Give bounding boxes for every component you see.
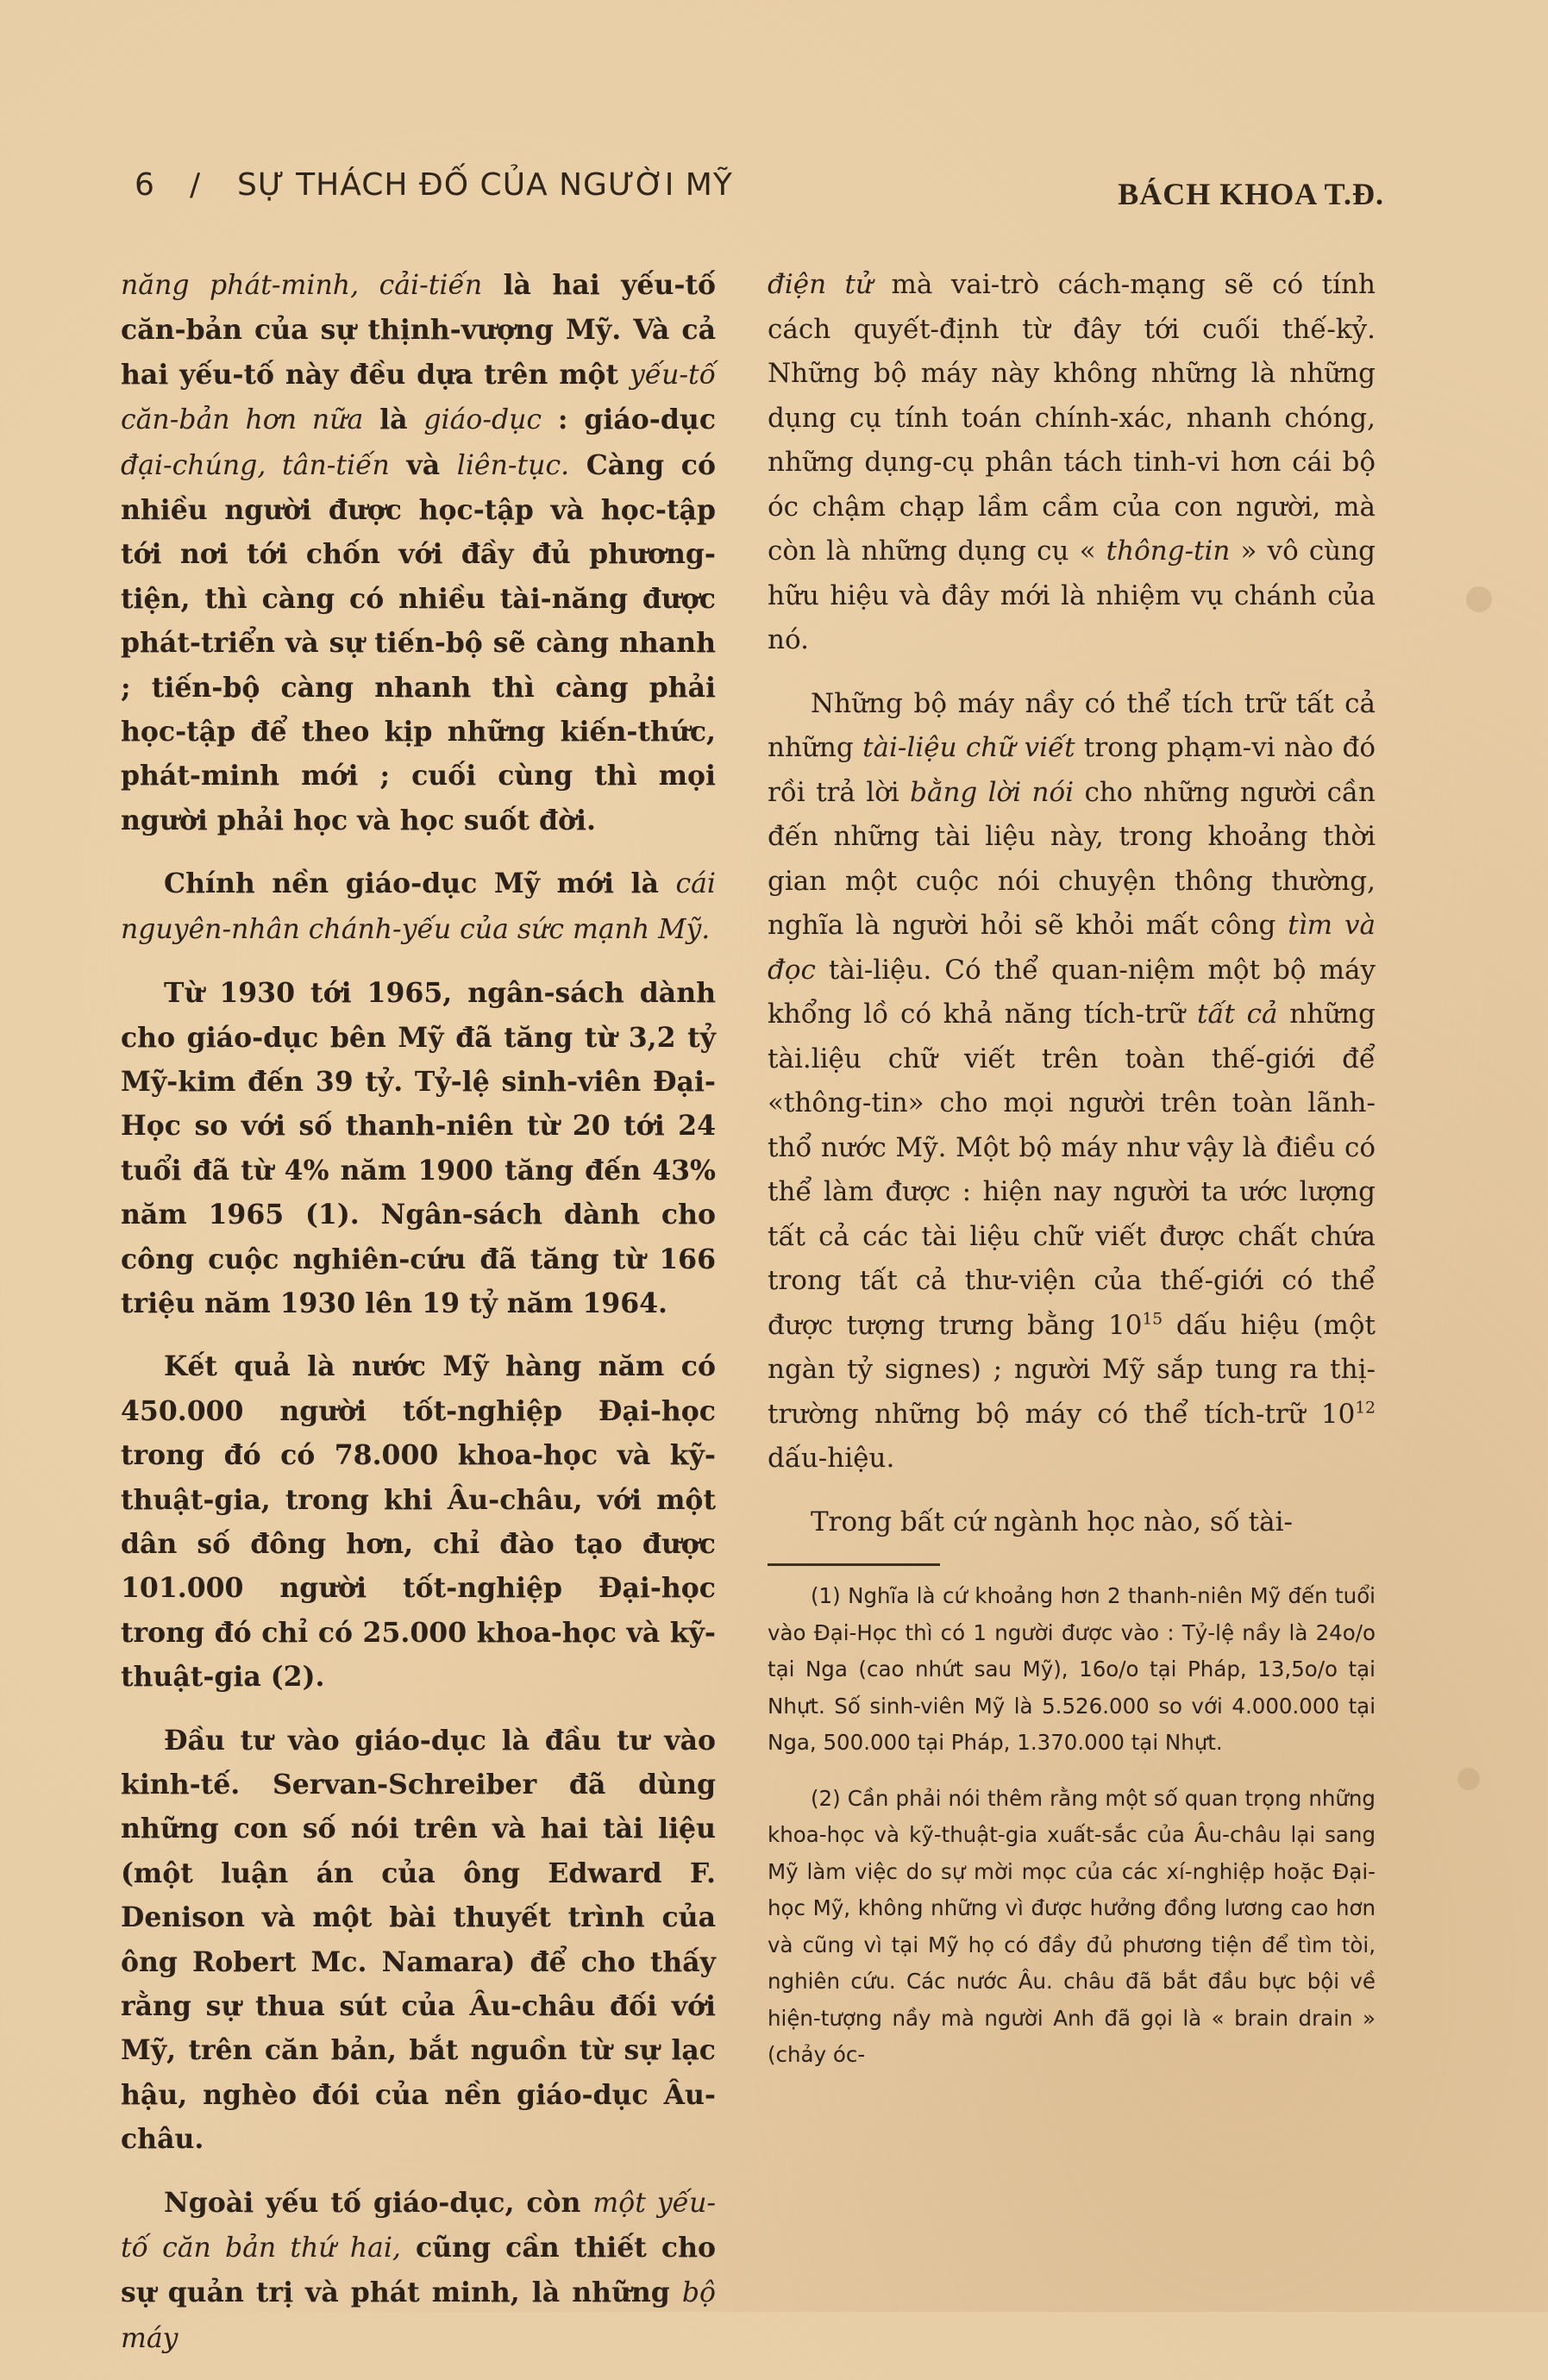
- paragraph: [768, 1500, 1376, 1545]
- text-run: tài-liệu. Có thể quan-niệm một bộ máy khổng lồ có khả năng tích-trữ: [768, 954, 1376, 1030]
- paragraph: [121, 1719, 716, 2162]
- paper-stain: [1457, 1768, 1480, 1790]
- text-run: cho những người cần đến những tài liệu này, trong khoảng thời gian một cuộc nói chuyện thông thường, nghĩa là người hỏi sẽ khỏi mất công: [768, 776, 1376, 941]
- exponent: 15: [1142, 1310, 1163, 1329]
- text-run: dấu-hiệu.: [768, 1443, 895, 1474]
- italic-text: thông-tin: [1106, 536, 1231, 567]
- paragraph: [768, 263, 1376, 663]
- italic-text: tìm và đọc: [768, 910, 1376, 986]
- header-separator: /: [190, 167, 202, 203]
- italic-text: đại-chúng, tân-tiến: [121, 449, 390, 481]
- footnote-1: (1) Nghĩa là cứ khoảng hơn 2 thanh-niên Mỹ đến tuổi vào Đại-Học thì có 1 người được vào : Tỷ-lệ nầy là 24o/o tại Nga (cao nhứt sau Mỹ), 16o/o tại Pháp, 13,5o/o tại Nhựt. Số sinh-viên Mỹ là 5.526.000 so với 4.000.000 tại Nga, 500.000 tại Pháp, 1.370.000 tại Nhựt.: [768, 1583, 1376, 1755]
- text-run: Trong bất cứ ngành học nào, số tài-: [811, 1506, 1293, 1538]
- text-run: trong phạm-vi nào đó rồi trả lời: [768, 732, 1376, 808]
- italic-text: bộ máy: [121, 2277, 716, 2354]
- paragraph: [121, 1344, 716, 1699]
- italic-text: năng phát-minh, cải-tiến: [121, 270, 483, 301]
- right-column: [768, 263, 1376, 2093]
- italic-text: bằng lời nói: [910, 776, 1075, 808]
- page-number: 6: [135, 167, 155, 203]
- text-run: Chính nền giáo-dục Mỹ mới là: [164, 867, 676, 900]
- paragraph: [121, 263, 716, 842]
- text-run: là hai yếu-tố căn-bản của sự thịnh-vượng Mỹ. Và cả hai yếu-tố này đều dựa trên một: [121, 269, 717, 391]
- italic-text: tất cả: [1196, 999, 1278, 1030]
- running-title: SỰ THÁCH ĐỐ CỦA NGƯỜI MỸ: [237, 167, 733, 203]
- paper-stain: [1466, 586, 1492, 612]
- text-run: những tài.liệu chữ viết trên toàn thế-giới để «thông-tin» cho mọi người trên toàn lãnh-thổ nước Mỹ. Một bộ máy như vậy là điều có thể làm được : hiện nay người ta ước lượng tất cả các tài liệu chữ viết được chất chứa trong tất cả thư-viện của thế-giới có thể được tượng trưng bằng 10: [768, 999, 1376, 1341]
- text-run: cũng cần thiết cho sự quản trị và phát minh, là những: [121, 2232, 716, 2309]
- text-run: Ngoài yếu tố giáo-dục, còn: [164, 2186, 593, 2219]
- text-run: » vô cùng hữu hiệu và đây mới là nhiệm vụ chánh của nó.: [768, 536, 1376, 655]
- exponent: 12: [1355, 1399, 1376, 1418]
- text-run: là: [363, 404, 424, 436]
- text-run: : giáo-dục: [542, 404, 716, 436]
- paragraph: [121, 971, 716, 1325]
- italic-text: liên-tục.: [456, 449, 570, 481]
- italic-text: tài-liệu chữ viết: [862, 732, 1075, 763]
- page-header: [129, 164, 1384, 224]
- footnote-2: (2) Cần phải nói thêm rằng một số quan trọng những khoa-học và kỹ-thuật-gia xuất-sắc của Âu-châu lại sang Mỹ làm việc do sự mời mọc của các xí-nghiệp hoặc Đại-học Mỹ, không những vì được hưởng đồng lương cao hơn và cũng vì tại Mỹ họ có đầy đủ phương tiện để tìm tòi, nghiên cứu. Các nước Âu. châu đã bắt đầu bực bội về hiện-tượng nầy mà người Anh đã gọi là « brain drain » (chảy óc-: [768, 1785, 1376, 2067]
- text-run: và: [389, 448, 457, 481]
- paragraph: [121, 861, 716, 952]
- text-run: Kết quả là nước Mỹ hàng năm có 450.000 người tốt-nghiệp Đại-học trong đó có 78.000 khoa-học và kỹ-thuật-gia, trong khi Âu-châu, với một dân số đông hơn, chỉ đào tạo được 101.000 người tốt-nghiệp Đại-học trong đó chỉ có 25.000 khoa-học và kỹ-thuật-gia (2).: [121, 1350, 716, 1694]
- left-column: [121, 263, 716, 2380]
- italic-text: một yếu-tố căn bản thứ hai,: [121, 2187, 716, 2264]
- journal-name: BÁCH KHOA T.Đ.: [1118, 177, 1384, 211]
- italic-text: yếu-tố căn-bản hơn nữa: [121, 359, 716, 436]
- italic-text: giáo-dục: [423, 404, 542, 436]
- text-run: Từ 1930 tới 1965, ngân-sách dành cho giáo-dục bên Mỹ đã tăng từ 3,2 tỷ Mỹ-kim đến 39 tỷ. Tỷ-lệ sinh-viên Đại-Học so với số thanh-niên từ 20 tới 24 tuổi đã từ 4% năm 1900 tăng đến 43% năm 1965 (1). Ngân-sách dành cho công cuộc nghiên-cứu đã tăng từ 166 triệu năm 1930 lên 19 tỷ năm 1964.: [121, 977, 716, 1319]
- text-run: dấu hiệu (một ngàn tỷ signes) ; người Mỹ sắp tung ra thị-trường những bộ máy có thể tích-trữ 10: [768, 1309, 1376, 1430]
- paragraph: [121, 2181, 716, 2362]
- italic-text: cái nguyên-nhân chánh-yếu của sức mạnh Mỹ.: [121, 868, 716, 945]
- footnote-divider: [768, 1563, 940, 1566]
- paragraph: [768, 682, 1376, 1481]
- text-run: Càng có nhiều người được học-tập và học-tập tới nơi tới chốn với đầy đủ phương-tiện, thì càng có nhiều tài-năng được phát-triển và sự tiến-bộ sẽ càng nhanh ; tiến-bộ càng nhanh thì càng phải học-tập để theo kịp những kiến-thức, phát-minh mới ; cuối cùng thì mọi người phải học và học suốt đời.: [121, 448, 716, 836]
- text-run: Đầu tư vào giáo-dục là đầu tư vào kinh-tế. Servan-Schreiber đã dùng những con số nói trên và hai tài liệu (một luận án của ông Edward F. Denison và một bài thuyết trình của ông Robert Mc. Namara) để cho thấy rằng sự thua sút của Âu-châu đối với Mỹ, trên căn bản, bắt nguồn từ sự lạc hậu, nghèo đói của nền giáo-dục Âu-châu.: [121, 1724, 716, 2156]
- text-run: mà vai-trò cách-mạng sẽ có tính cách quyết-định từ đây tới cuối thế-kỷ. Những bộ máy này không những là những dụng cụ tính toán chính-xác, nhanh chóng, những dụng-cụ phân tách tinh-vi hơn cái bộ óc chậm chạp lầm cầm của con người, mà còn là những dụng cụ «: [768, 269, 1376, 567]
- italic-text: điện tử: [768, 269, 873, 300]
- text-run: Những bộ máy nầy có thể tích trữ tất cả những: [768, 687, 1376, 763]
